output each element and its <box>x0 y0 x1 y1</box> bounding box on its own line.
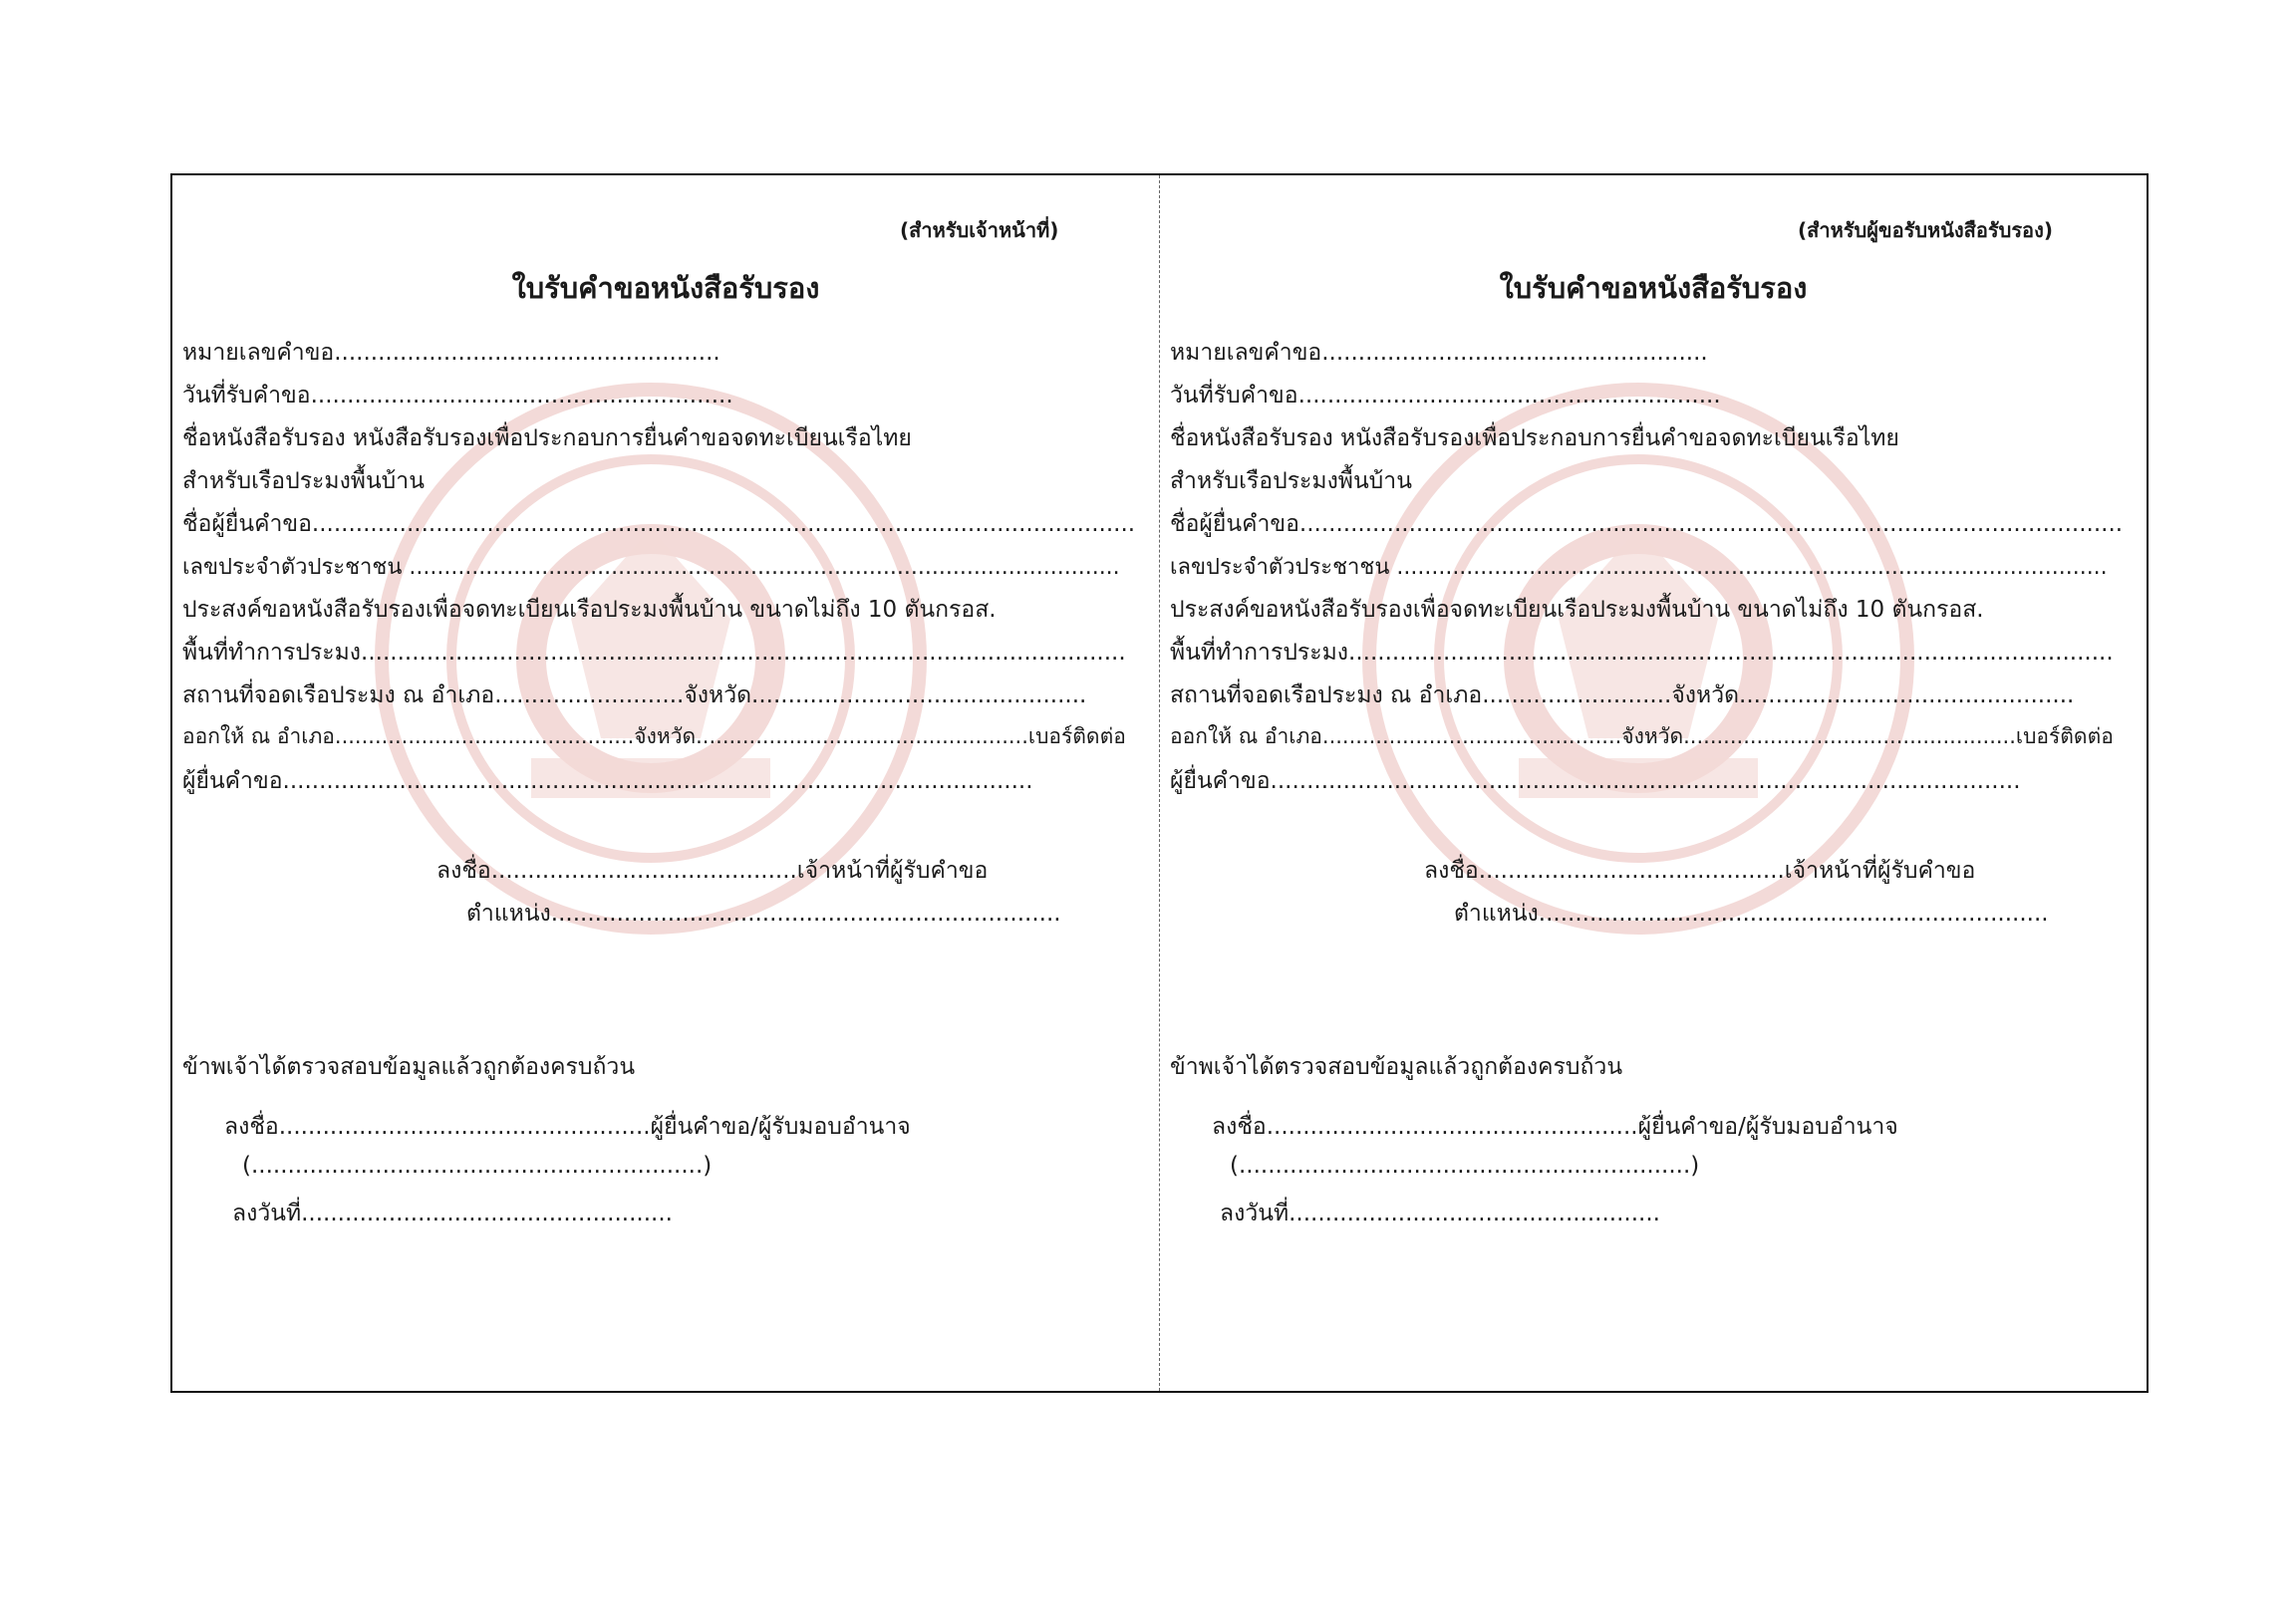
request-date-field: วันที่รับคำขอ.......................................................... <box>1170 383 1721 408</box>
copy-type-label: (สำหรับผู้ขอรับหนังสือรับรอง) <box>1798 218 2053 242</box>
applicant-name-field: ชื่อผู้ยื่นคำขอ................................................................................................................. <box>182 511 1136 537</box>
purpose-text: ประสงค์ขอหนังสือรับรองเพื่อจดทะเบียนเรือประมงพื้นบ้าน ขนาดไม่ถึง 10 ตันกรอส. <box>1170 597 1984 623</box>
officer-position-line: ตำแหน่ง...................................................................... <box>1454 901 2049 927</box>
mooring-location-field: สถานที่จอดเรือประมง ณ อำเภอ..........................จังหวัด.............................................. <box>1170 682 2075 708</box>
certificate-name: ชื่อหนังสือรับรอง หนังสือรับรองเพื่อประกอบการยื่นคำขอจดทะเบียนเรือไทย <box>182 425 912 451</box>
applicant-name-paren: (..............................................................) <box>1230 1153 1700 1179</box>
applicant-name-paren: (..............................................................) <box>242 1153 713 1179</box>
form-title: ใบรับคำขอหนังสือรับรอง <box>1499 271 1808 305</box>
certificate-name-cont: สำหรับเรือประมงพื้นบ้าน <box>182 468 425 494</box>
officer-position-line: ตำแหน่ง...................................................................... <box>466 901 1061 927</box>
signature-date-line: ลงวันที่................................................... <box>232 1201 673 1226</box>
signature-date-line: ลงวันที่................................................... <box>1220 1201 1660 1226</box>
applicant-name-field: ชื่อผู้ยื่นคำขอ................................................................................................................. <box>1170 511 2124 537</box>
certificate-name-cont: สำหรับเรือประมงพื้นบ้าน <box>1170 468 1412 494</box>
confirmation-text: ข้าพเจ้าได้ตรวจสอบข้อมูลแล้วถูกต้องครบถ้วน <box>182 1054 636 1080</box>
citizen-id-field: เลขประจำตัวประชาชน ...................................................................................................... <box>182 555 1120 580</box>
request-date-field: วันที่รับคำขอ.......................................................... <box>182 383 733 408</box>
mooring-location-field: สถานที่จอดเรือประมง ณ อำเภอ..........................จังหวัด.............................................. <box>182 682 1087 708</box>
citizen-id-field: เลขประจำตัวประชาชน ...................................................................................................... <box>1170 555 2108 580</box>
fishing-area-field: พื้นที่ทำการประมง......................................................................................................... <box>182 640 1126 666</box>
officer-signature-line: ลงชื่อ..........................................เจ้าหน้าที่ผู้รับคำขอ <box>1424 858 1976 884</box>
form-title: ใบรับคำขอหนังสือรับรอง <box>511 271 820 305</box>
request-number-field: หมายเลขคำขอ..................................................... <box>182 340 720 366</box>
officer-signature-line: ลงชื่อ..........................................เจ้าหน้าที่ผู้รับคำขอ <box>436 858 989 884</box>
applicant-signature-line: ลงชื่อ...................................................ผู้ยื่นคำขอ/ผู้รับมอบอำนาจ <box>1212 1114 1898 1140</box>
receipt-panel-officer <box>172 175 1159 1391</box>
applicant-contact-field: ผู้ยื่นคำขอ....................................................................................................... <box>1170 768 2021 794</box>
confirmation-text: ข้าพเจ้าได้ตรวจสอบข้อมูลแล้วถูกต้องครบถ้วน <box>1170 1054 1623 1080</box>
request-number-field: หมายเลขคำขอ..................................................... <box>1170 340 1708 366</box>
certificate-name: ชื่อหนังสือรับรอง หนังสือรับรองเพื่อประกอบการยื่นคำขอจดทะเบียนเรือไทย <box>1170 425 1899 451</box>
receipt-panel-applicant <box>1160 175 2147 1391</box>
issue-location-field: ออกให้ ณ อำเภอ.............................................จังหวัด..................................................เบอร์ติดต่อ <box>182 724 1126 748</box>
copy-type-label: (สำหรับเจ้าหน้าที่) <box>900 218 1059 242</box>
purpose-text: ประสงค์ขอหนังสือรับรองเพื่อจดทะเบียนเรือประมงพื้นบ้าน ขนาดไม่ถึง 10 ตันกรอส. <box>182 597 997 623</box>
fishing-area-field: พื้นที่ทำการประมง......................................................................................................... <box>1170 640 2114 666</box>
applicant-signature-line: ลงชื่อ...................................................ผู้ยื่นคำขอ/ผู้รับมอบอำนาจ <box>224 1114 911 1140</box>
issue-location-field: ออกให้ ณ อำเภอ.............................................จังหวัด..................................................เบอร์ติดต่อ <box>1170 724 2114 748</box>
applicant-contact-field: ผู้ยื่นคำขอ....................................................................................................... <box>182 768 1033 794</box>
